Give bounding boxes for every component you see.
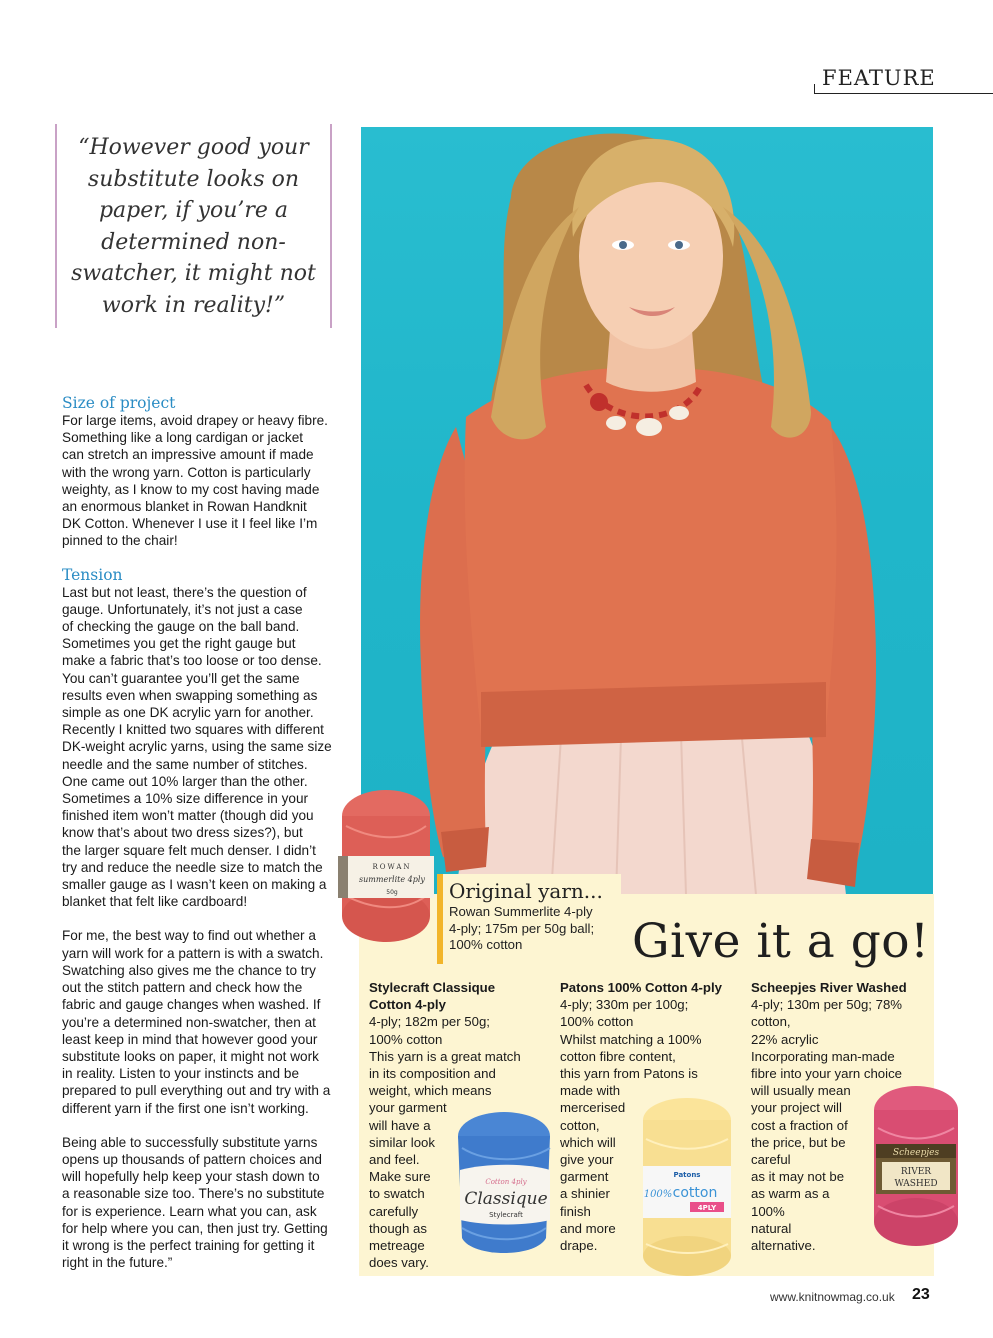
body-line: For me, the best way to find out whether a [62, 928, 316, 944]
yarn-desc-line: 100% cotton [560, 1014, 634, 1030]
body-line: Recently I knitted two squares with different [62, 722, 324, 738]
body-column [62, 394, 348, 1271]
body-line: yarn will work for a pattern is with a swatch. [62, 945, 324, 961]
yarn-desc-line: 4-ply; 330m per 100g; [560, 997, 689, 1013]
body-line: different yarn if the first one isn’t working. [62, 1100, 309, 1116]
yarn-desc-line: finish [560, 1203, 591, 1219]
page-number: 23 [912, 1286, 930, 1303]
yarn-desc-line: cotton, [751, 1014, 791, 1030]
original-yarn-stripe [437, 874, 443, 964]
footer-url: www.knitnowmag.co.uk [770, 1290, 895, 1304]
rowan-label-brand: ROWAN [372, 863, 412, 871]
rowan-label-name: summerlite 4ply [359, 875, 425, 884]
yarn-desc-line: which will [560, 1134, 616, 1150]
yarn-desc-line: alternative. [751, 1238, 816, 1254]
yarn-name-line: Scheepjes River Washed [751, 980, 907, 995]
body-line: for help where you can, then just try. Getting [62, 1220, 328, 1236]
patons-label-ply: 4PLY [697, 1204, 717, 1212]
pull-quote-text: “However good your substitute looks on paper, if you’re a determined non-swatcher, it might not work in reality!” [71, 135, 316, 318]
heading-size-of-project: Size of project [62, 394, 176, 412]
body-line: needle and the same number of stitches. [62, 756, 308, 772]
yarn-desc-line: does vary. [369, 1255, 429, 1271]
body-line: You can’t guarantee you’ll get the same [62, 670, 300, 686]
yarn-desc-line: the price, but be [751, 1134, 846, 1150]
stylecraft-label-top: Cotton 4ply [485, 1178, 527, 1186]
yarn-name-line: Patons 100% Cotton 4-ply [560, 980, 722, 995]
body-line: out the stitch pattern and check how the [62, 980, 303, 996]
patons-label-brand: Patons [673, 1171, 701, 1179]
yarn-desc-line: carefully [369, 1203, 419, 1219]
patons-label-main: cotton [672, 1185, 718, 1201]
body-line: Last but not least, there’s the question of [62, 584, 307, 600]
body-line: Being able to successfully substitute yarns [62, 1134, 318, 1150]
body-line: One came out 10% larger than the other. [62, 773, 308, 789]
header-rule [814, 93, 993, 94]
yarn-desc-line: in its composition and [369, 1066, 496, 1082]
patons-label-pct: 100% [643, 1189, 673, 1200]
body-line: make a fabric that’s too loose or too dense. [62, 653, 322, 669]
yarn-desc-line: and feel. [369, 1152, 420, 1168]
yarn-desc-line: Make sure [369, 1169, 431, 1185]
body-line: pinned to the chair! [62, 533, 178, 549]
body-line: smaller gauge as I wasn’t keen on making a [62, 877, 327, 893]
original-yarn-details [449, 904, 619, 954]
yarn-desc-line: as it may not be [751, 1169, 845, 1185]
body-line: an enormous blanket in Rowan Handknit [62, 499, 307, 515]
body-line: opens up thousands of pattern choices and [62, 1151, 322, 1167]
heading-tension: Tension [62, 565, 123, 584]
body-line: results even when swapping something as [62, 687, 318, 703]
body-line: of checking the gauge on the ball band. [62, 619, 300, 635]
yarn-desc-line: give your [560, 1152, 614, 1168]
pull-quote [55, 124, 332, 328]
yarn-desc-line: a shinier [560, 1186, 610, 1202]
scheepjes-label-brand: Scheepjes [892, 1148, 940, 1158]
yarn-desc-line: 100% cotton [369, 1031, 443, 1047]
body-line: least keep in mind that however good your [62, 1031, 318, 1047]
yarn-desc-line: natural [751, 1220, 792, 1236]
body-line: For large items, avoid drapey or heavy fibre. [62, 413, 328, 428]
body-line: gauge. Unfortunately, it’s not just a case [62, 601, 303, 617]
yarn-desc-line: your project will [751, 1100, 842, 1116]
yarn-desc-line: Incorporating man-made [751, 1048, 895, 1064]
original-yarn-line: 4-ply; 175m per 50g ball; [449, 920, 595, 936]
original-yarn-line: 100% cotton [449, 937, 523, 952]
yarn-desc-line: similar look [369, 1134, 435, 1150]
body-line: DK Cotton. Whenever I use it I feel like I’m [62, 516, 318, 532]
body-line: the larger square felt much denser. I didn’t [62, 842, 316, 858]
yarn-desc-line: cost a fraction of [751, 1117, 848, 1133]
yarn-desc-line: mercerised [560, 1100, 626, 1116]
body-line: will hopefully help keep your stash down to [62, 1169, 320, 1185]
body-line: prepared to pull everything out and try with a [62, 1083, 331, 1099]
yarn-desc-line: and more [560, 1220, 616, 1236]
yarn-desc-line: metreage [369, 1238, 425, 1254]
yarn-desc-line: made with [560, 1083, 621, 1099]
scheepjes-label-main2: WASHED [894, 1179, 938, 1189]
body-line: in reality. Listen to your instincts and be [62, 1066, 300, 1082]
body-line: substitute looks on paper, it might not work [62, 1048, 319, 1064]
rowan-yarn-ball [336, 786, 436, 946]
section-header [814, 66, 993, 94]
body-line: for is experience. Learn what you can, ask [62, 1203, 317, 1219]
yarn-desc-line: to swatch [369, 1186, 425, 1202]
body-line: can stretch an impressive amount if made [62, 447, 314, 463]
stylecraft-label-main: Classique [464, 1189, 548, 1209]
body-line: right in the future.” [62, 1255, 173, 1271]
scheepjes-yarn-ball [868, 1082, 964, 1252]
body-line: you’re a determined non-swatcher, then at [62, 1014, 316, 1030]
scheepjes-label-main1: RIVER [900, 1167, 932, 1177]
yarn-desc-line: 22% acrylic [751, 1031, 819, 1047]
yarn-desc-line: Whilst matching a 100% [560, 1031, 702, 1047]
yarn-desc-line: drape. [560, 1238, 598, 1254]
yarn-desc-line: though as [369, 1220, 427, 1236]
yarn-desc-line: cotton, [560, 1117, 600, 1133]
body-line: Sometimes you get the right gauge but [62, 636, 296, 652]
yarn-desc-line: careful [751, 1152, 791, 1168]
body-line: fabric and gauge changes when washed. If [62, 997, 321, 1013]
yarn-desc-line: cotton fibre content, [560, 1048, 676, 1064]
give-it-a-go-title: Give it a go! [632, 914, 930, 969]
body-line: finished item won’t matter (though did you [62, 808, 314, 824]
yarn-desc-line: your garment [369, 1100, 447, 1116]
body-line: blanket that felt like cardboard! [62, 894, 248, 910]
rowan-label-weight: 50g [386, 889, 398, 896]
body-line: it wrong is the perfect training for getting it [62, 1237, 315, 1253]
yarn-desc-line: 100% [751, 1203, 785, 1219]
yarn-name-line: Cotton 4-ply [369, 997, 446, 1013]
patons-yarn-ball [638, 1094, 736, 1284]
yarn-name-line: Stylecraft Classique [369, 980, 496, 995]
yarn-desc-line: this yarn from Patons is [560, 1066, 698, 1082]
model-illustration [361, 127, 933, 895]
body-line: DK-weight acrylic yarns, using the same size [62, 739, 332, 755]
body-line: weighty, as I know to my cost having made [62, 481, 320, 497]
yarn-desc-line: This yarn is a great match [369, 1048, 521, 1064]
yarn-desc-line: garment [560, 1169, 609, 1185]
yarn-desc-line: weight, which means [369, 1083, 492, 1099]
body-line: a reasonable size too. There’s no substitute [62, 1186, 325, 1202]
body-line: Something like a long cardigan or jacket [62, 430, 304, 446]
original-yarn-title: Original yarn... [449, 879, 603, 903]
yarn-desc-line: will have a [369, 1117, 431, 1133]
yarn-desc-line: as warm as a [751, 1186, 830, 1202]
original-yarn-line: Rowan Summerlite 4-ply [449, 904, 593, 919]
yarn-desc-line: will usually mean [751, 1083, 851, 1099]
section-label: FEATURE [822, 66, 936, 90]
stylecraft-yarn-ball [446, 1108, 556, 1268]
yarn-desc-line: 4-ply; 182m per 50g; [369, 1014, 490, 1030]
body-line: simple as one DK acrylic yarn for another. [62, 705, 314, 721]
model-photo [361, 127, 933, 895]
body-line: Swatching also gives me the chance to try [62, 962, 316, 978]
body-line: with the wrong yarn. Cotton is particularly [62, 464, 311, 480]
stylecraft-label-brand: Stylecraft [489, 1211, 523, 1219]
yarn-desc-line: fibre into your yarn choice [751, 1066, 902, 1082]
body-line: try and reduce the needle size to match the [62, 859, 323, 875]
yarn-desc-line: 4-ply; 130m per 50g; 78% [751, 997, 903, 1013]
body-line: know that’s about two dress sizes?), but [62, 825, 303, 841]
body-line: Sometimes a 10% size difference in your [62, 791, 309, 807]
